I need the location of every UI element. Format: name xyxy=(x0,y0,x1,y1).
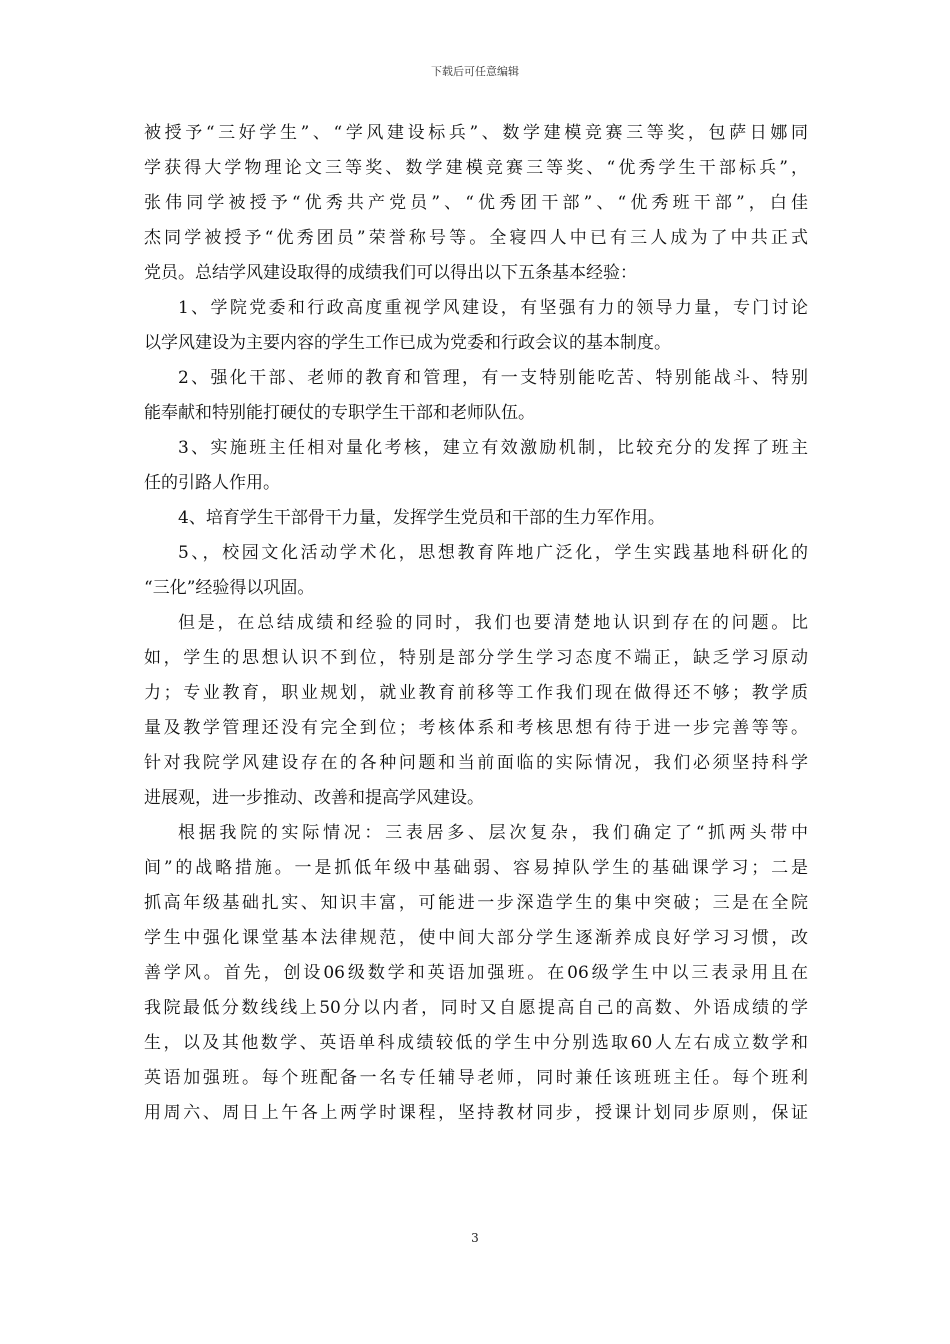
paragraph xyxy=(144,361,808,431)
text-line: 5、，校园文化活动学术化，思想教育阵地广泛化，学生实践基地科研化的 xyxy=(178,543,808,563)
text-line: 2、强化干部、老师的教育和管理，有一支特别能吃苦、特别能战斗、特别 xyxy=(178,368,808,388)
text-line: 如，学生的思想认识不到位，特别是部分学生学习态度不端正，缺乏学习原动 xyxy=(144,648,808,668)
document-body xyxy=(144,116,808,1131)
text-line: 力；专业教育，职业规划，就业教育前移等工作我们现在做得还不够；教学质 xyxy=(144,683,808,703)
text-line: 进展观，进一步推动、改善和提高学风建设。 xyxy=(144,788,484,808)
text-line: 善学风。首先，创设06级数学和英语加强班。在06级学生中以三表录用且在 xyxy=(144,963,808,983)
paragraph xyxy=(144,431,808,501)
text-line: 党员。总结学风建设取得的成绩我们可以得出以下五条基本经验： xyxy=(144,263,637,283)
paragraph xyxy=(144,501,808,536)
text-line: 学生中强化课堂基本法律规范，使中间大部分学生逐渐养成良好学习习惯，改 xyxy=(144,928,808,948)
paragraph xyxy=(144,816,808,1131)
paragraph xyxy=(144,291,808,361)
text-line: 间”的战略措施。一是抓低年级中基础弱、容易掉队学生的基础课学习；二是 xyxy=(144,858,808,878)
text-line: 但是，在总结成绩和经验的同时，我们也要清楚地认识到存在的问题。比 xyxy=(178,613,808,633)
text-line: 任的引路人作用。 xyxy=(144,473,280,493)
text-line: 英语加强班。每个班配备一名专任辅导老师，同时兼任该班班主任。每个班利 xyxy=(144,1068,808,1088)
text-line: 用周六、周日上午各上两学时课程，坚持教材同步，授课计划同步原则，保证 xyxy=(144,1103,808,1123)
text-line: 量及教学管理还没有完全到位；考核体系和考核思想有待于进一步完善等等。 xyxy=(144,718,808,738)
text-line: 学获得大学物理论文三等奖、数学建模竞赛三等奖、“优秀学生干部标兵”， xyxy=(144,158,808,178)
paragraph xyxy=(144,606,808,816)
text-line: 4、培育学生干部骨干力量，发挥学生党员和干部的生力军作用。 xyxy=(178,508,665,528)
page-header: 下载后可任意编辑 xyxy=(431,65,519,78)
text-line: 3、实施班主任相对量化考核，建立有效激励机制，比较充分的发挥了班主 xyxy=(178,438,808,458)
paragraph xyxy=(144,116,808,291)
text-line: 以学风建设为主要内容的学生工作已成为党委和行政会议的基本制度。 xyxy=(144,333,671,353)
text-line: 针对我院学风建设存在的各种问题和当前面临的实际情况，我们必须坚持科学 xyxy=(144,753,808,773)
paragraph xyxy=(144,536,808,606)
text-line: 能奉献和特别能打硬仗的专职学生干部和老师队伍。 xyxy=(144,403,535,423)
text-line: 生，以及其他数学、英语单科成绩较低的学生中分别选取60人左右成立数学和 xyxy=(144,1033,808,1053)
text-line: 张伟同学被授予“优秀共产党员”、“优秀团干部”、“优秀班干部”，白佳 xyxy=(144,193,808,213)
text-line: 1、学院党委和行政高度重视学风建设，有坚强有力的领导力量，专门讨论 xyxy=(178,298,808,318)
text-line: 我院最低分数线线上50分以内者，同时又自愿提高自己的高数、外语成绩的学 xyxy=(144,998,808,1018)
text-line: 根据我院的实际情况：三表居多、层次复杂，我们确定了“抓两头带中 xyxy=(178,823,808,843)
page-number: 3 xyxy=(471,1231,479,1245)
text-line: “三化”经验得以巩固。 xyxy=(144,578,315,598)
text-line: 被授予“三好学生”、“学风建设标兵”、数学建模竞赛三等奖，包萨日娜同 xyxy=(144,123,808,143)
text-line: 杰同学被授予“优秀团员”荣誉称号等。全寝四人中已有三人成为了中共正式 xyxy=(144,228,808,248)
text-line: 抓高年级基础扎实、知识丰富，可能进一步深造学生的集中突破；三是在全院 xyxy=(144,893,808,913)
